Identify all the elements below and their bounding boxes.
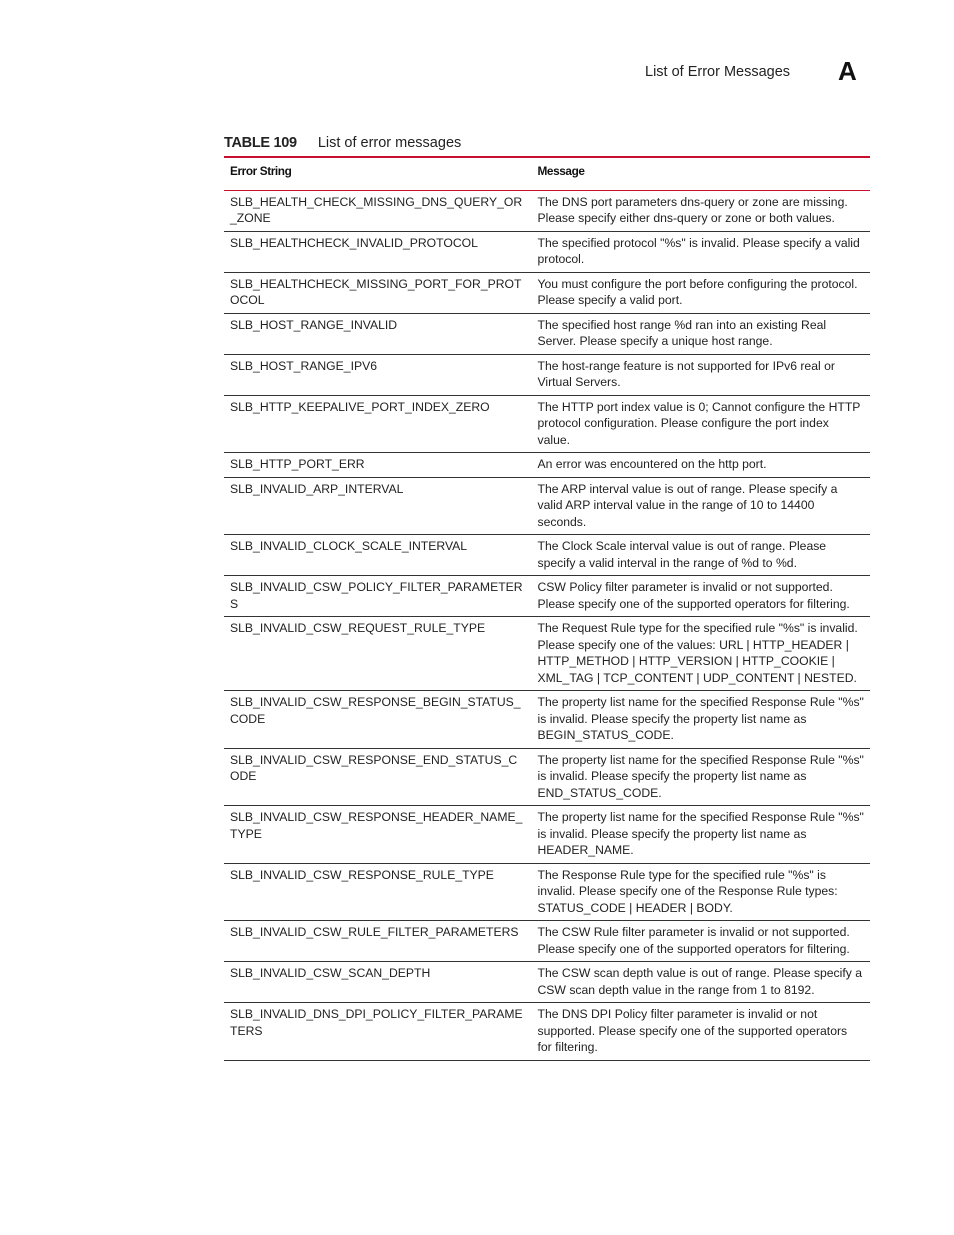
- message-cell: The property list name for the specified Response Rule "%s" is invalid. Please specify the property list name as HEADER_NAME.: [532, 806, 871, 864]
- table-body: [224, 190, 870, 1060]
- table-row: [224, 691, 870, 749]
- message-cell: The DNS DPI Policy filter parameter is invalid or not supported. Please specify one of the supported operators for filtering.: [532, 1003, 871, 1061]
- table-row: [224, 477, 870, 535]
- message-cell: The Response Rule type for the specified rule "%s" is invalid. Please specify one of the Response Rule types: STATUS_CODE | HEADER | BODY.: [532, 863, 871, 921]
- column-header-message: Message: [532, 157, 871, 190]
- table-row: [224, 748, 870, 806]
- table-row: [224, 1003, 870, 1061]
- error-string-cell: SLB_HEALTHCHECK_MISSING_PORT_FOR_PROTOCOL: [224, 272, 532, 313]
- message-cell: The Request Rule type for the specified rule "%s" is invalid. Please specify one of the values: URL | HTTP_HEADER | HTTP_METHOD | HTTP_VERSION | HTTP_COOKIE | XML_TAG | TCP_CONTENT | UDP_CONTENT | NESTED.: [532, 617, 871, 691]
- error-string-cell: SLB_INVALID_CSW_POLICY_FILTER_PARAMETERS: [224, 576, 532, 617]
- error-string-cell: SLB_HEALTHCHECK_INVALID_PROTOCOL: [224, 231, 532, 272]
- error-string-cell: SLB_INVALID_CSW_RESPONSE_HEADER_NAME_TYPE: [224, 806, 532, 864]
- table-row: [224, 863, 870, 921]
- table-caption-text: List of error messages: [317, 135, 462, 151]
- table-row: [224, 453, 870, 478]
- message-cell: The host-range feature is not supported for IPv6 real or Virtual Servers.: [532, 354, 871, 395]
- error-string-cell: SLB_INVALID_CSW_RESPONSE_END_STATUS_CODE: [224, 748, 532, 806]
- error-string-cell: SLB_INVALID_CSW_SCAN_DEPTH: [224, 962, 532, 1003]
- table-row: [224, 190, 870, 231]
- table-row: [224, 272, 870, 313]
- message-cell: The specified host range %d ran into an existing Real Server. Please specify a unique host range.: [532, 313, 871, 354]
- error-string-cell: SLB_HOST_RANGE_INVALID: [224, 313, 532, 354]
- message-cell: The property list name for the specified Response Rule "%s" is invalid. Please specify the property list name as BEGIN_STATUS_CODE.: [532, 691, 871, 749]
- message-cell: The specified protocol "%s" is invalid. Please specify a valid protocol.: [532, 231, 871, 272]
- error-string-cell: SLB_HOST_RANGE_IPV6: [224, 354, 532, 395]
- message-cell: The ARP interval value is out of range. Please specify a valid ARP interval value in the range of 10 to 14400 seconds.: [532, 477, 871, 535]
- table-row: [224, 231, 870, 272]
- message-cell: The HTTP port index value is 0; Cannot configure the HTTP protocol configuration. Please configure the port index value.: [532, 395, 871, 453]
- message-cell: The Clock Scale interval value is out of range. Please specify a valid interval in the range of %d to %d.: [532, 535, 871, 576]
- error-string-cell: SLB_INVALID_CLOCK_SCALE_INTERVAL: [224, 535, 532, 576]
- message-cell: The CSW Rule filter parameter is invalid or not supported. Please specify one of the supported operators for filtering.: [532, 921, 871, 962]
- table-row: [224, 806, 870, 864]
- message-cell: You must configure the port before configuring the protocol. Please specify a valid port.: [532, 272, 871, 313]
- table-row: [224, 354, 870, 395]
- message-cell: The DNS port parameters dns-query or zone are missing. Please specify either dns-query or zone or both values.: [532, 190, 871, 231]
- appendix-letter: A: [838, 56, 857, 86]
- error-string-cell: SLB_INVALID_DNS_DPI_POLICY_FILTER_PARAMETERS: [224, 1003, 532, 1061]
- table-row: [224, 921, 870, 962]
- error-string-cell: SLB_INVALID_CSW_RESPONSE_BEGIN_STATUS_CODE: [224, 691, 532, 749]
- error-string-cell: SLB_HTTP_KEEPALIVE_PORT_INDEX_ZERO: [224, 395, 532, 453]
- page-header-title: List of Error Messages: [645, 64, 791, 80]
- table-row: [224, 313, 870, 354]
- table-number: TABLE 109: [224, 135, 297, 151]
- error-string-cell: SLB_INVALID_CSW_RESPONSE_RULE_TYPE: [224, 863, 532, 921]
- message-cell: An error was encountered on the http port.: [532, 453, 871, 478]
- error-string-cell: SLB_INVALID_CSW_REQUEST_RULE_TYPE: [224, 617, 532, 691]
- table-row: [224, 617, 870, 691]
- table-row: [224, 576, 870, 617]
- message-cell: CSW Policy filter parameter is invalid or not supported. Please specify one of the supported operators for filtering.: [532, 576, 871, 617]
- column-header-error-string: Error String: [224, 157, 532, 190]
- message-cell: The CSW scan depth value is out of range. Please specify a CSW scan depth value in the range from 1 to 8192.: [532, 962, 871, 1003]
- table-caption: [224, 135, 461, 151]
- table-row: [224, 962, 870, 1003]
- error-string-cell: SLB_INVALID_ARP_INTERVAL: [224, 477, 532, 535]
- error-messages-table: [224, 156, 870, 1061]
- message-cell: The property list name for the specified Response Rule "%s" is invalid. Please specify the property list name as END_STATUS_CODE.: [532, 748, 871, 806]
- error-string-cell: SLB_HEALTH_CHECK_MISSING_DNS_QUERY_OR_ZONE: [224, 190, 532, 231]
- error-string-cell: SLB_INVALID_CSW_RULE_FILTER_PARAMETERS: [224, 921, 532, 962]
- table-header-row: [224, 157, 870, 190]
- error-string-cell: SLB_HTTP_PORT_ERR: [224, 453, 532, 478]
- table-row: [224, 395, 870, 453]
- table-row: [224, 535, 870, 576]
